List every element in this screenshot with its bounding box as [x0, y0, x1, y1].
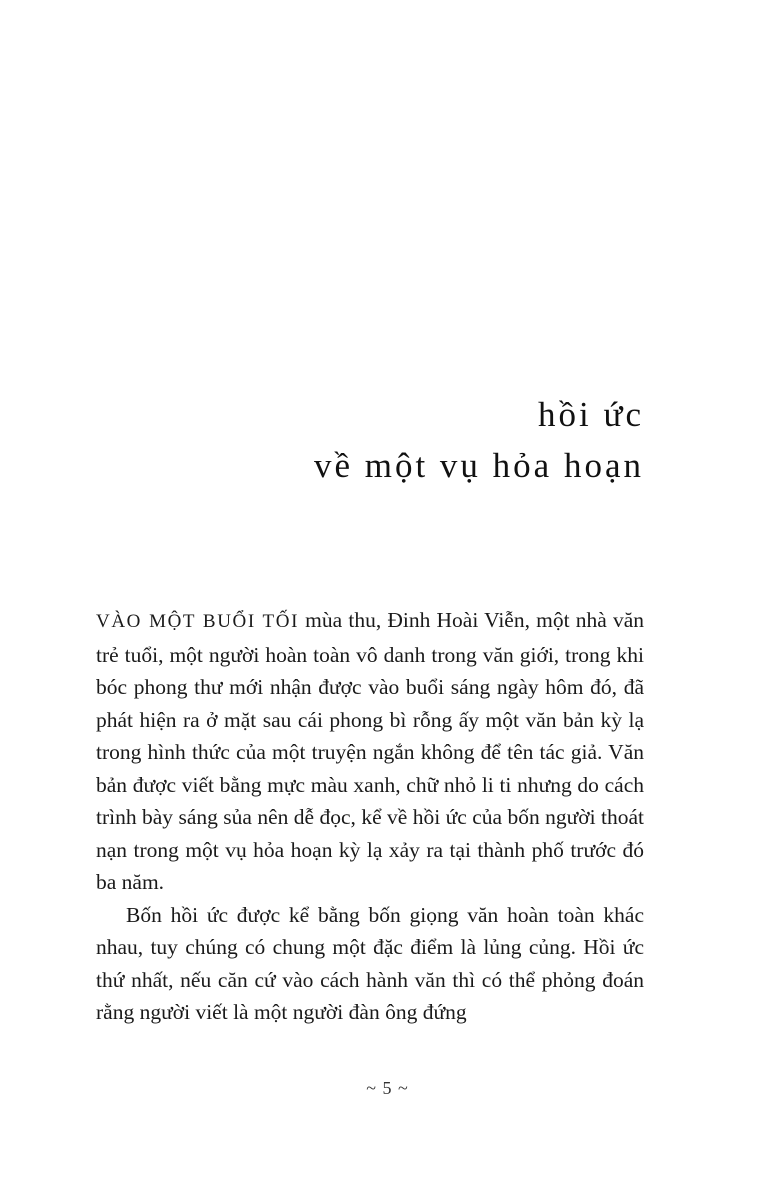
- paragraph-1-text: mùa thu, Đinh Hoài Viễn, một nhà văn trẻ tuổi, một người hoàn toàn vô danh trong văn giới, trong khi bóc phong thư mới nhận được vào buổi sáng ngày hôm đó, đã phát hiện ra ở mặt sau cái phong bì rỗng ấy một văn bản kỳ lạ trong hình thức của một truyện ngắn không để tên tác giả. Văn bản được viết bằng mực màu xanh, chữ nhỏ li ti nhưng do cách trình bày sáng sủa nên dễ đọc, kể về hồi ức của bốn người thoát nạn trong một vụ hỏa hoạn kỳ lạ xảy ra tại thành phố trước đó ba năm.: [96, 608, 644, 894]
- paragraph-2: Bốn hồi ức được kể bằng bốn giọng văn hoàn toàn khác nhau, tuy chúng có chung một đặc điểm là lủng củng. Hồi ức thứ nhất, nếu căn cứ vào cách hành văn thì có thể phỏng đoán rằng người viết là một người đàn ông đứng: [96, 902, 644, 1024]
- chapter-title: [96, 390, 644, 492]
- chapter-title-line-1: hồi ức: [538, 395, 644, 434]
- page-number: ~ 5 ~: [366, 1078, 409, 1098]
- body-text: [96, 604, 644, 1029]
- paragraph-1: [96, 604, 644, 899]
- chapter-title-line-2: về một vụ hỏa hoạn: [313, 445, 644, 485]
- opening-small-caps: VÀO MỘT BUỔI TỐI: [96, 611, 300, 632]
